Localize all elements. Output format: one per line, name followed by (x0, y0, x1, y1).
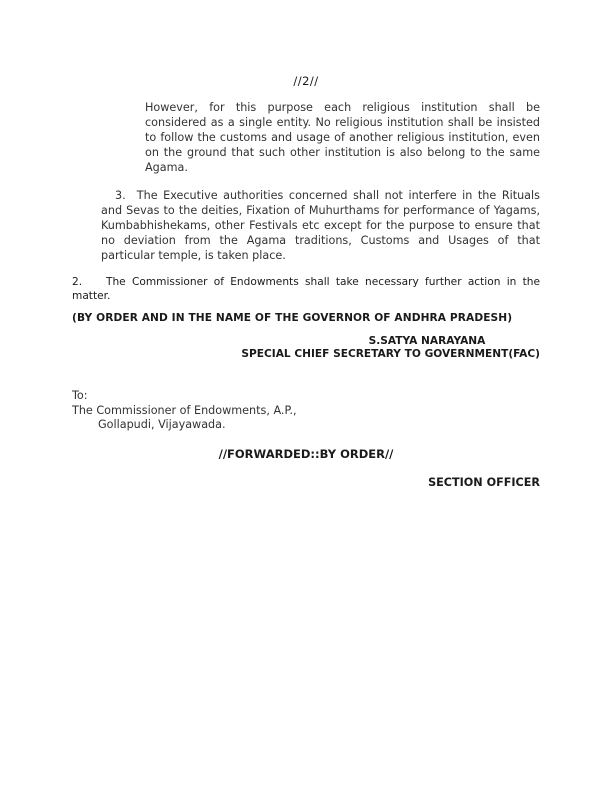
signatory-designation: SPECIAL CHIEF SECRETARY TO GOVERNMENT(FAC) (241, 348, 540, 360)
clause-3-text: The Executive authorities concerned shall not interfere in the Rituals and Sevas to the deities, Fixation of Muhurthams for performance of Yagams, Kumbabhishekams, other Festivals etc except for the purpose to ensure that no deviation from the Agama traditions, Customs and Usages of that particular temple, is taken place. (101, 189, 540, 262)
clause-2 (72, 275, 540, 303)
paragraph-however: However, for this purpose each religious institution shall be considered as a single entity. No religious institution shall be insisted to follow the customs and usage of another religious institution, even on the ground that such other institution is also belong to the same Agama. (145, 101, 540, 174)
addressee-line-2: Gollapudi, Vijayawada. (98, 418, 226, 431)
signatory-name-row (0, 335, 539, 347)
clause-3-number: 3. (115, 189, 126, 202)
clause-3 (101, 188, 540, 263)
clause-2-text: The Commissioner of Endowments shall take necessary further action in the matter. (72, 276, 540, 302)
signatory-name: S.SATYA NARAYANA (368, 335, 486, 347)
forwarded-by-order: //FORWARDED::BY ORDER// (218, 447, 394, 461)
addressee-block (72, 389, 297, 433)
clause-2-number: 2. (72, 276, 83, 288)
page-number: //2// (293, 74, 319, 88)
section-officer: SECTION OFFICER (428, 476, 540, 489)
addressee-line-1: The Commissioner of Endowments, A.P., (72, 403, 297, 417)
order-line: (BY ORDER AND IN THE NAME OF THE GOVERNOR OF ANDHRA PRADESH) (72, 312, 513, 324)
to-label: To: (72, 389, 88, 402)
